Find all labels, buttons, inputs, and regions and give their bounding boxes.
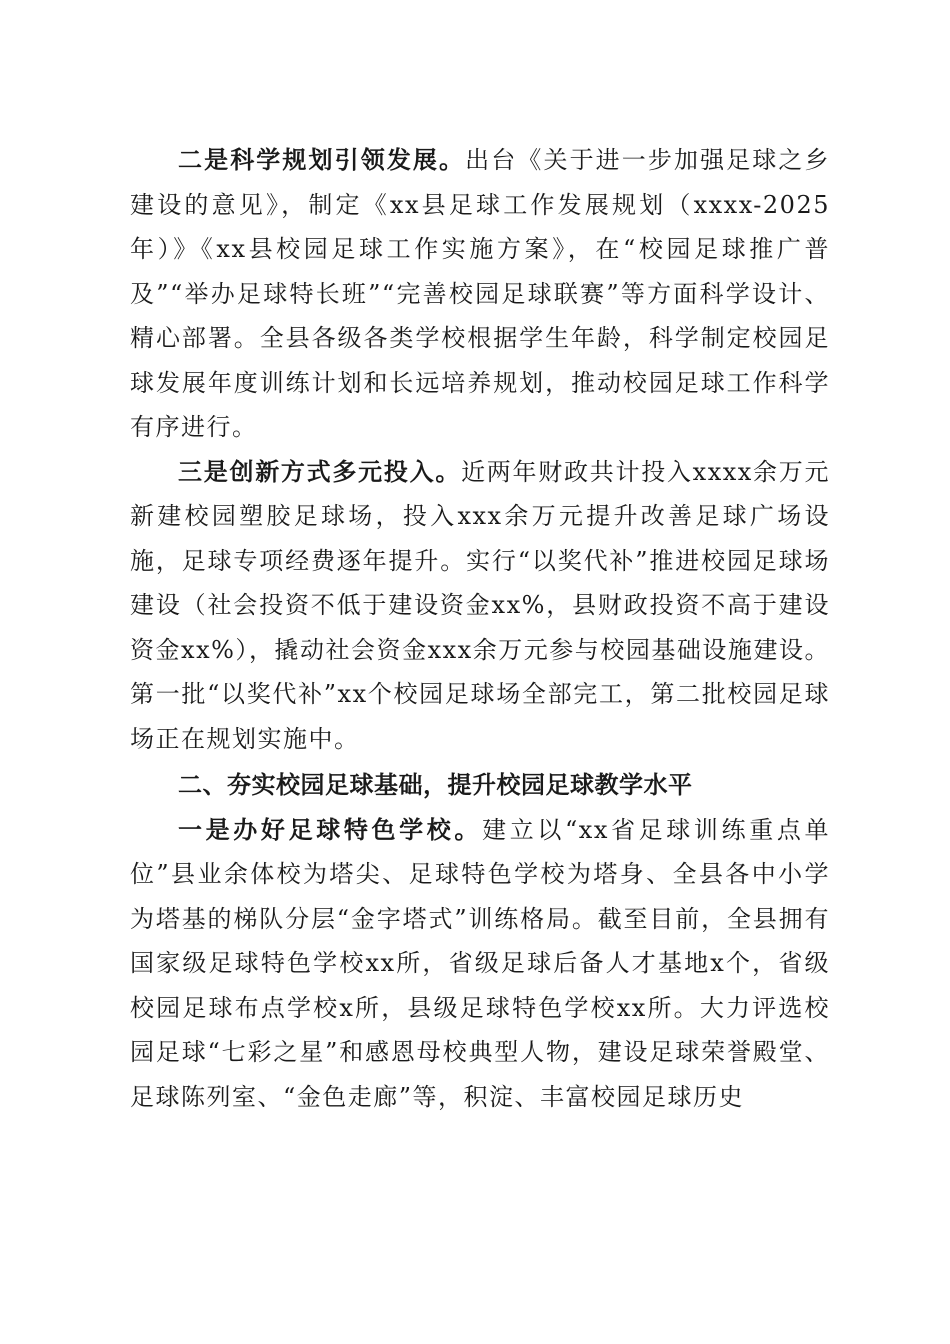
section-heading: 二、夯实校园足球基础，提升校园足球教学水平 — [178, 771, 693, 799]
paragraph-feature-schools — [130, 808, 830, 1120]
document-body — [130, 138, 830, 1119]
paragraph-lead: 三是创新方式多元投入。 — [178, 456, 462, 486]
paragraph-text: 出台《关于进一步加强足球之乡建设的意见》，制定《xx县足球工作发展规划（xxxx-2025年）》《xx县校园足球工作实施方案》，在“校园足球推广普及”“举办足球特长班”“完善校园足球联赛”等方面科学设计、精心部署。全县各级各类学校根据学生年龄，科学制定校园足球发展年度训练计划和长远培养规划，推动校园足球工作科学有序进行。 — [130, 146, 831, 441]
paragraph-lead: 二是科学规划引领发展。 — [178, 145, 466, 174]
paragraph-text: 近两年财政共计投入xxxx余万元新建校园塑胶足球场，投入xxx余万元提升改善足球广场设施，足球专项经费逐年提升。实行“以奖代补”推进校园足球场建设（社会投资不低于建设资金xx%，县财政投资不高于建设资金xx%），撬动社会资金xxx余万元参与校园基础设施建设。第一批“以奖代补”xx个校园足球场全部完工，第二批校园足球场正在规划实施中。 — [130, 457, 830, 753]
paragraph-text: 建立以“xx省足球训练重点单位”县业余体校为塔尖、足球特色学校为塔身、全县各中小学为塔基的梯队分层“金字塔式”训练格局。截至目前，全县拥有国家级足球特色学校xx所，省级足球后备人才基地x个，省级校园足球布点学校x所，县级足球特色学校xx所。大力评选校园足球“七彩之星”和感恩母校典型人物，建设足球荣誉殿堂、足球陈列室、“金色走廊”等，积淀、丰富校园足球历史 — [130, 815, 830, 1111]
paragraph-lead: 一是办好足球特色学校。 — [178, 814, 483, 844]
paragraph-planning — [130, 138, 830, 450]
paragraph-investment — [130, 450, 830, 762]
